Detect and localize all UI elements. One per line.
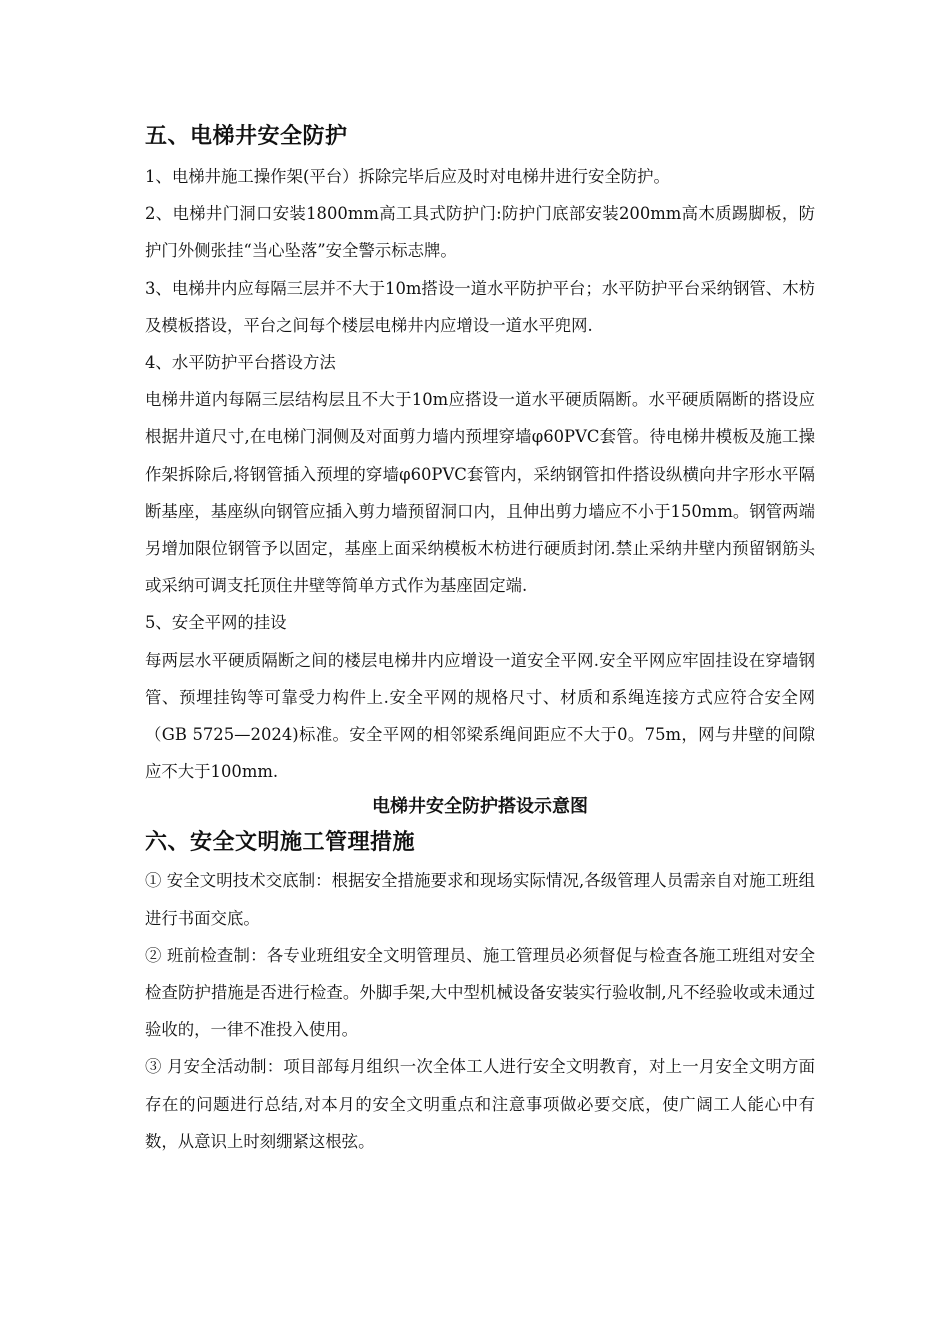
paragraph-5-5-heading: 5、安全平网的挂设: [145, 613, 287, 633]
paragraph-5-4-body: 电梯井道内每隔三层结构层且不大于10m应搭设一道水平硬质隔断。水平硬质隔断的搭设应根据井道尺寸,在电梯门洞侧及对面剪力墙内预埋穿墙φ60PVC套管。待电梯井模板及施工操作架拆除后,将钢管插入预埋的穿墙φ60PVC套管内，采纳钢管扣件搭设纵横向井字形水平隔断基座，基座纵向钢管应插入剪力墙预留洞口内，且伸出剪力墙应不小于150mm。钢管两端另增加限位钢管予以固定，基座上面采纳模板木枋进行硬质封闭.禁止采纳井壁内预留钢筋头或采纳可调支托顶住井壁等简单方式作为基座固定端.: [145, 390, 815, 596]
paragraph-6-3: ③ 月安全活动制：项目部每月组织一次全体工人进行安全文明教育，对上一月安全文明方面存在的问题进行总结,对本月的安全文明重点和注意事项做必要交底，使广阔工人能心中有数，从意识上时刻绷紧这根弦。: [145, 1057, 815, 1151]
paragraph-5-2: 2、电梯井门洞口安装1800mm高工具式防护门:防护门底部安装200mm高木质踢脚板，防护门外侧张挂“当心坠落”安全警示标志牌。: [145, 204, 815, 261]
paragraph-5-5-body: 每两层水平硬质隔断之间的楼层电梯井内应增设一道安全平网.安全平网应牢固挂设在穿墙钢管、预埋挂钩等可靠受力构件上.安全平网的规格尺寸、材质和系绳连接方式应符合安全网（GB 5725—2024)标准。安全平网的相邻梁系绳间距应不大于0。75m，网与井壁的间隙应不大于100mm.: [145, 650, 815, 782]
section-5-heading: 五、电梯井安全防护: [145, 124, 348, 149]
paragraph-5-3: 3、电梯井内应每隔三层并不大于10m搭设一道水平防护平台；水平防护平台采纳钢管、木枋及模板搭设，平台之间每个楼层电梯井内应增设一道水平兜网.: [145, 278, 815, 335]
paragraph-6-1: ① 安全文明技术交底制：根据安全措施要求和现场实际情况,各级管理人员需亲自对施工班组进行书面交底。: [145, 871, 815, 928]
section-6-heading: 六、安全文明施工管理措施: [145, 830, 416, 856]
paragraph-6-2: ② 班前检查制：各专业班组安全文明管理员、施工管理员必须督促与检查各施工班组对安全检查防护措施是否进行检查。外脚手架,大中型机械设备安装实行验收制,凡不经验收或未通过验收的，一律不准投入使用。: [145, 945, 815, 1040]
paragraph-5-1: 1、电梯井施工操作架(平台）拆除完毕后应及时对电梯井进行安全防护。: [145, 167, 670, 186]
paragraph-5-4-heading: 4、水平防护平台搭设方法: [145, 353, 336, 373]
figure-caption: 电梯井安全防护搭设示意图: [372, 796, 588, 818]
document-page: [145, 118, 815, 1160]
